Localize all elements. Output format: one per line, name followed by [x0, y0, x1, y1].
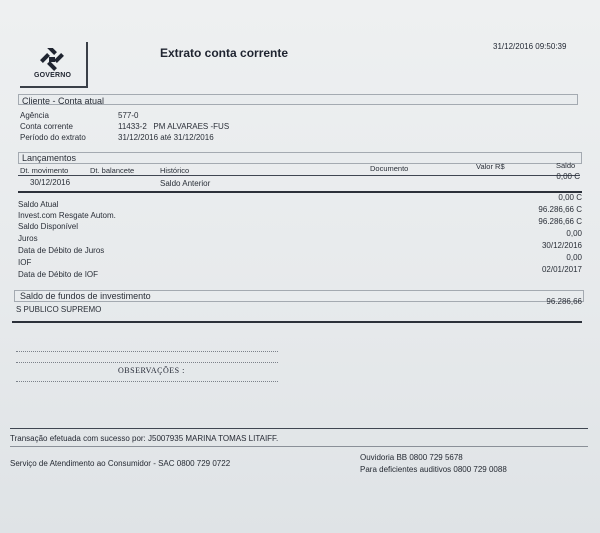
lancamentos-section-label: Lançamentos [22, 153, 77, 163]
observacoes-label: OBSERVAÇÕES : [118, 366, 185, 375]
page-title: Extrato conta corrente [160, 46, 289, 60]
funds-bottom-rule [12, 321, 582, 323]
obs-dotted-line [16, 362, 278, 363]
summary-value-debito-juros: 30/12/2016 [541, 241, 582, 250]
deficientes-text: Para deficientes auditivos 0800 729 0088 [360, 465, 507, 474]
col-dt-balancete: Dt. balancete [90, 166, 135, 175]
funds-section-label: Saldo de fundos de investimento [20, 291, 151, 301]
header-rule [18, 175, 580, 176]
footer-bottom-rule [10, 446, 588, 447]
periodo-value: 31/12/2016 até 31/12/2016 [118, 133, 214, 142]
row-saldo: 0,00 C [556, 172, 580, 181]
bank-logo [20, 42, 88, 88]
ouvidoria-text: Ouvidoria BB 0800 729 5678 [360, 453, 463, 462]
agencia-label: Agência [20, 111, 49, 120]
summary-value-iof: 0,00 [566, 253, 582, 262]
col-saldo: Saldo [556, 161, 576, 170]
summary-value-juros: 0,00 [566, 229, 582, 238]
fund-name: S PUBLICO SUPREMO [16, 305, 102, 314]
summary-label-saldo-atual: Saldo Atual [18, 200, 59, 209]
summary-label-iof: IOF [18, 258, 32, 267]
summary-label-saldo-disponivel: Saldo Disponível [18, 222, 79, 231]
transaction-text: Transação efetuada com sucesso por: J5007935 MARINA TOMAS LITAIFF. [10, 434, 279, 443]
agencia-value: 577-0 [118, 111, 139, 120]
lancamentos-bottom-rule [18, 191, 582, 193]
col-valor: Valor R$ [476, 162, 505, 171]
statement-datetime: 31/12/2016 09:50:39 [493, 42, 567, 51]
summary-value-debito-iof: 02/01/2017 [541, 265, 582, 274]
summary-value-saldo-atual: 0,00 C [558, 193, 582, 202]
summary-label-debito-juros: Data de Débito de Juros [18, 246, 105, 255]
col-historico: Histórico [160, 166, 190, 175]
periodo-label: Período do extrato [20, 133, 86, 142]
summary-label-juros: Juros [18, 234, 38, 243]
col-documento: Documento [370, 164, 409, 173]
footer-top-rule [10, 428, 588, 429]
conta-value: 11433-2 PM ALVARAES -FUS [118, 122, 230, 131]
obs-dotted-line [16, 381, 278, 382]
row-dt-movimento: 30/12/2016 [30, 178, 71, 187]
summary-label-invest: Invest.com Resgate Autom. [18, 211, 116, 220]
client-section-label: Cliente - Conta atual [22, 96, 105, 106]
conta-label: Conta corrente [20, 122, 73, 131]
sac-text: Serviço de Atendimento ao Consumidor - SAC 0800 729 0722 [10, 459, 231, 468]
obs-dotted-line [16, 351, 278, 352]
summary-value-saldo-disponivel: 96.286,66 C [538, 217, 582, 226]
bb-logo-icon [38, 48, 66, 72]
summary-label-debito-iof: Data de Débito de IOF [18, 270, 99, 279]
logo-label: GOVERNO [34, 72, 72, 79]
summary-value-invest: 96.286,66 C [538, 205, 582, 214]
fund-value: 96.286,66 [546, 297, 582, 306]
row-historico: Saldo Anterior [160, 179, 211, 188]
col-dt-movimento: Dt. movimento [20, 166, 69, 175]
